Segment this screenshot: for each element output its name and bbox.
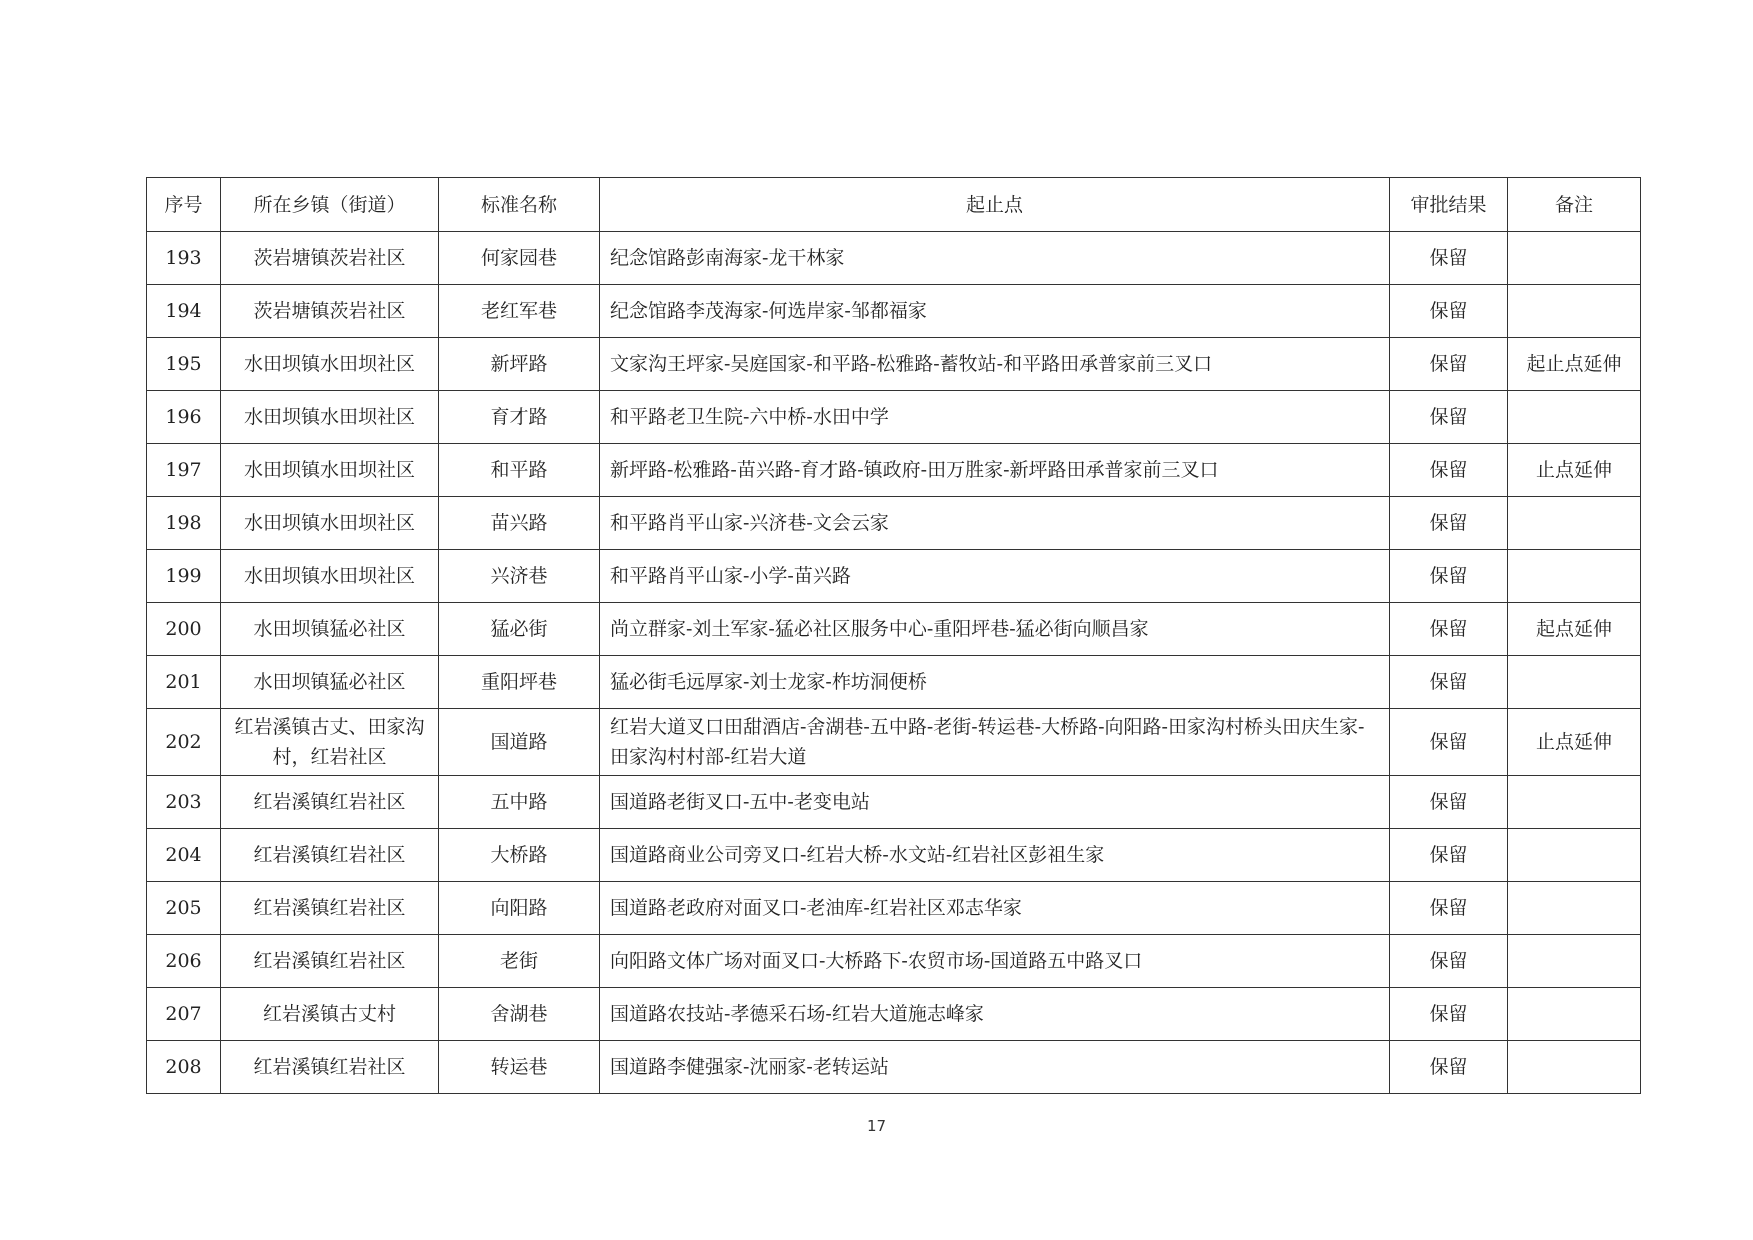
cell-index: 195 [147,338,221,391]
cell-remark: 起止点延伸 [1508,338,1641,391]
cell-standard-name: 转运巷 [439,1041,600,1094]
cell-township: 水田坝镇水田坝社区 [221,550,439,603]
table-row [147,656,1641,709]
cell-standard-name: 何家园巷 [439,232,600,285]
cell-approval-result: 保留 [1390,497,1508,550]
cell-township: 红岩溪镇红岩社区 [221,829,439,882]
header-route: 起止点 [600,178,1390,232]
cell-remark [1508,829,1641,882]
cell-index: 207 [147,988,221,1041]
cell-standard-name: 老街 [439,935,600,988]
table-row [147,829,1641,882]
road-naming-table [146,177,1641,1094]
cell-index: 193 [147,232,221,285]
cell-approval-result: 保留 [1390,338,1508,391]
table-row [147,935,1641,988]
cell-route: 国道路老街叉口-五中-老变电站 [600,776,1390,829]
cell-index: 208 [147,1041,221,1094]
cell-approval-result: 保留 [1390,829,1508,882]
header-standard-name: 标准名称 [439,178,600,232]
cell-approval-result: 保留 [1390,391,1508,444]
cell-index: 199 [147,550,221,603]
cell-route: 国道路老政府对面叉口-老油库-红岩社区邓志华家 [600,882,1390,935]
cell-township: 水田坝镇猛必社区 [221,603,439,656]
cell-route: 红岩大道叉口田甜酒店-舍湖巷-五中路-老街-转运巷-大桥路-向阳路-田家沟村桥头田庆生家-田家沟村村部-红岩大道 [600,709,1390,776]
cell-township: 水田坝镇猛必社区 [221,656,439,709]
table-row [147,1041,1641,1094]
cell-route: 向阳路文体广场对面叉口-大桥路下-农贸市场-国道路五中路叉口 [600,935,1390,988]
table-row [147,232,1641,285]
cell-approval-result: 保留 [1390,285,1508,338]
cell-remark [1508,988,1641,1041]
cell-approval-result: 保留 [1390,882,1508,935]
cell-standard-name: 重阳坪巷 [439,656,600,709]
table-row [147,285,1641,338]
cell-index: 205 [147,882,221,935]
header-approval-result: 审批结果 [1390,178,1508,232]
cell-route: 尚立群家-刘土军家-猛必社区服务中心-重阳坪巷-猛必街向顺昌家 [600,603,1390,656]
cell-approval-result: 保留 [1390,656,1508,709]
table-row [147,497,1641,550]
cell-remark: 起点延伸 [1508,603,1641,656]
cell-route: 纪念馆路李茂海家-何选岸家-邹都福家 [600,285,1390,338]
cell-township: 红岩溪镇红岩社区 [221,776,439,829]
cell-township: 茨岩塘镇茨岩社区 [221,285,439,338]
cell-remark: 止点延伸 [1508,444,1641,497]
cell-standard-name: 国道路 [439,709,600,776]
table-row [147,550,1641,603]
header-township: 所在乡镇（街道） [221,178,439,232]
cell-remark [1508,882,1641,935]
cell-township: 水田坝镇水田坝社区 [221,338,439,391]
cell-standard-name: 和平路 [439,444,600,497]
cell-approval-result: 保留 [1390,1041,1508,1094]
table-header [147,178,1641,232]
cell-route: 和平路肖平山家-兴济巷-文会云家 [600,497,1390,550]
cell-route: 和平路老卫生院-六中桥-水田中学 [600,391,1390,444]
cell-index: 194 [147,285,221,338]
cell-township: 茨岩塘镇茨岩社区 [221,232,439,285]
cell-approval-result: 保留 [1390,603,1508,656]
table-row [147,709,1641,776]
table-row [147,603,1641,656]
cell-township: 水田坝镇水田坝社区 [221,444,439,497]
header-remark: 备注 [1508,178,1641,232]
cell-index: 206 [147,935,221,988]
cell-route: 和平路肖平山家-小学-苗兴路 [600,550,1390,603]
cell-standard-name: 育才路 [439,391,600,444]
cell-remark [1508,285,1641,338]
cell-township: 红岩溪镇红岩社区 [221,882,439,935]
cell-standard-name: 大桥路 [439,829,600,882]
cell-approval-result: 保留 [1390,776,1508,829]
cell-standard-name: 五中路 [439,776,600,829]
header-index: 序号 [147,178,221,232]
cell-standard-name: 老红军巷 [439,285,600,338]
cell-route: 国道路李健强家-沈丽家-老转运站 [600,1041,1390,1094]
cell-index: 200 [147,603,221,656]
cell-approval-result: 保留 [1390,550,1508,603]
cell-remark [1508,776,1641,829]
cell-approval-result: 保留 [1390,935,1508,988]
cell-standard-name: 苗兴路 [439,497,600,550]
table-row [147,338,1641,391]
cell-township: 红岩溪镇红岩社区 [221,935,439,988]
cell-standard-name: 向阳路 [439,882,600,935]
cell-index: 204 [147,829,221,882]
cell-township: 红岩溪镇古丈、田家沟村，红岩社区 [221,709,439,776]
header-row [147,178,1641,232]
cell-township: 水田坝镇水田坝社区 [221,391,439,444]
cell-standard-name: 新坪路 [439,338,600,391]
cell-remark: 止点延伸 [1508,709,1641,776]
page-number: 17 [866,1117,887,1135]
cell-index: 202 [147,709,221,776]
cell-approval-result: 保留 [1390,709,1508,776]
table-body [147,232,1641,1094]
cell-route: 国道路商业公司旁叉口-红岩大桥-水文站-红岩社区彭祖生家 [600,829,1390,882]
cell-index: 198 [147,497,221,550]
cell-route: 纪念馆路彭南海家-龙干林家 [600,232,1390,285]
cell-route: 国道路农技站-孝德采石场-红岩大道施志峰家 [600,988,1390,1041]
cell-township: 红岩溪镇红岩社区 [221,1041,439,1094]
cell-route: 文家沟王坪家-吴庭国家-和平路-松雅路-蓄牧站-和平路田承普家前三叉口 [600,338,1390,391]
cell-index: 203 [147,776,221,829]
cell-remark [1508,550,1641,603]
table-row [147,776,1641,829]
table-row [147,391,1641,444]
cell-remark [1508,656,1641,709]
cell-route: 猛必街毛远厚家-刘士龙家-柞坊洞便桥 [600,656,1390,709]
cell-township: 红岩溪镇古丈村 [221,988,439,1041]
cell-standard-name: 猛必街 [439,603,600,656]
cell-approval-result: 保留 [1390,988,1508,1041]
table-row [147,882,1641,935]
cell-township: 水田坝镇水田坝社区 [221,497,439,550]
cell-remark [1508,391,1641,444]
cell-approval-result: 保留 [1390,444,1508,497]
cell-remark [1508,1041,1641,1094]
cell-index: 197 [147,444,221,497]
cell-index: 201 [147,656,221,709]
cell-remark [1508,497,1641,550]
cell-standard-name: 舍湖巷 [439,988,600,1041]
table-row [147,988,1641,1041]
cell-standard-name: 兴济巷 [439,550,600,603]
cell-index: 196 [147,391,221,444]
cell-route: 新坪路-松雅路-苗兴路-育才路-镇政府-田万胜家-新坪路田承普家前三叉口 [600,444,1390,497]
cell-remark [1508,935,1641,988]
cell-approval-result: 保留 [1390,232,1508,285]
cell-remark [1508,232,1641,285]
table-row [147,444,1641,497]
